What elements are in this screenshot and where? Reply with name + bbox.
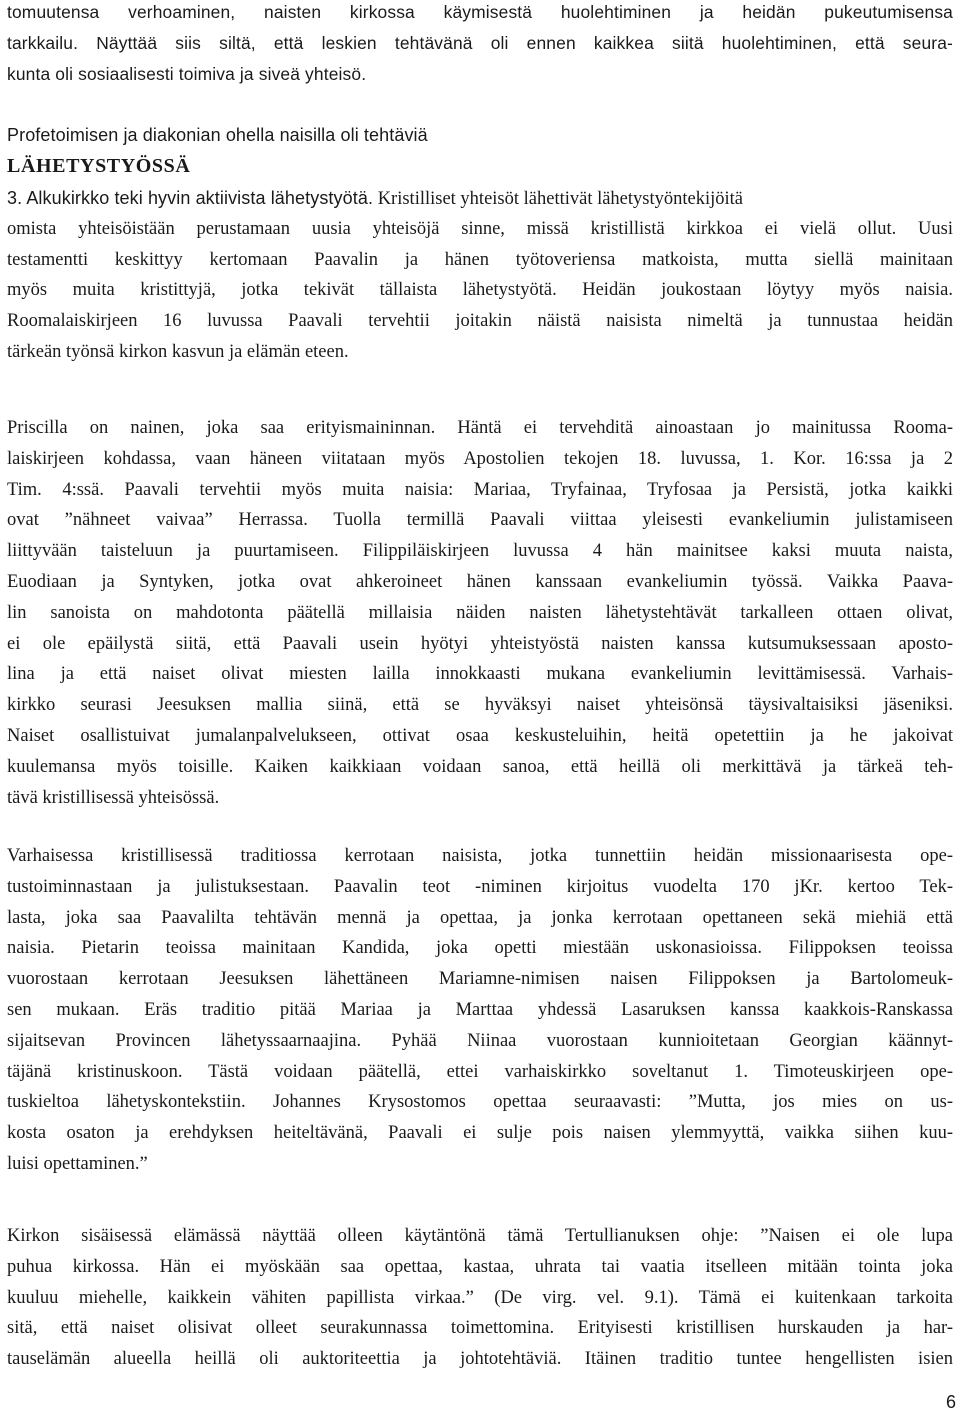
text-line: Tim. 4:ssä. Paavali tervehtii myös muita naisia: Mariaa, Tryfainaa, Tryfosaa ja Persistä, jotka kaikki [7,479,953,500]
section-heading [7,120,953,182]
text-line: kirkko seurasi Jeesuksen mallia siinä, että se hyväksyi naiset yhteisönsä täysivaltaisiksi jäseniksi. [7,695,953,716]
text-line: puhua kirkossa. Hän ei myöskään saa opettaa, kastaa, uhrata tai vaatia itselleen mitään tointa joka [7,1256,953,1277]
section-heading-intro: Profetoimisen ja diakonian ohella naisilla oli tehtäviä [7,125,428,145]
text-line: Priscilla on nainen, joka saa erityismaininnan. Häntä ei tervehditä ainoastaan jo mainitussa Rooma- [7,418,953,438]
text-line: Naiset osallistuivat jumalanpalvelukseen, ottivat osaa keskusteluihin, heitä opetettiin ja he jakoivat [7,725,953,746]
intro-paragraph [7,0,953,89]
paragraph-3 [7,841,953,1180]
text-line: testamentti keskittyy kertomaan Paavalin ja hänen työtoveriensa matkoista, mutta siellä mainitaan [7,249,953,270]
text-line: lasta, joka saa Paavalilta tehtävän mennä ja opettaa, ja jonka kerrotaan opettaneen sekä miehiä että [7,907,953,928]
text-line: vuorostaan kerrotaan Jeesuksen lähettäneen Mariamne-nimisen naisen Filippoksen ja Bartolomeuk- [7,969,953,990]
text-line: naisia. Pietarin teoissa mainitaan Kandida, joka opetti miestään uskonasioissa. Filippoksen teoissa [7,938,953,959]
text-line [7,183,953,214]
paragraph-1-first-line: Kristilliset yhteisöt lähettivät lähetystyöntekijöitä [373,189,743,209]
text-line: lin sanoista on mahdotonta päätellä millaisia näiden naisten lähetystehtävät tarkalleen ottaen olivat, [7,602,953,623]
text-line: liittyvään taisteluun ja puurtamiseen. Filippiläiskirjeen luvussa 4 hän mainitsee kaksi muuta naista, [7,541,953,562]
subheading: 3. Alkukirkko teki hyvin aktiivista lähetystyötä. [7,188,374,208]
text-line: kunta oli sosiaalisesti toimiva ja siveä yhteisö. [7,63,367,84]
text-line: lina ja että naiset olivat miesten lailla innokkaasti mukana evankeliumin levittämisessä. Varhais- [7,664,953,685]
text-line: sen mukaan. Eräs traditio pitää Mariaa ja Marttaa yhdessä Lasaruksen kanssa kaakkois-Ranskassa [7,999,953,1020]
text-line: tarkkailu. Näyttää siis siltä, että leskien tehtävänä oli ennen kaikkea siitä huolehtiminen, että seura- [7,32,953,53]
page-number: 6 [945,1392,956,1412]
text-line: myös muita kristittyjä, jotka tekivät tällaista lähetystyötä. Heidän joukostaan löytyy myös naisia. [7,280,953,301]
text-line: sitä, että naiset olisivat olleet seurakunnassa toimettomina. Erityisesti kristillisen hurskauden ja har- [7,1318,953,1339]
text-line: Roomalaiskirjeen 16 luvussa Paavali tervehtii joitakin näistä naisista nimeltä ja tunnustaa heidän [7,311,953,332]
text-line: luisi opettaminen.” [7,1153,148,1174]
text-line: kuuluu miehelle, kaikkein vähiten papillista virkaa.” (De virg. vel. 9.1). Tämä ei kuitenkaan tarkoita [7,1287,953,1308]
text-line: tärkeän työnsä kirkon kasvun ja elämän eteen. [7,341,349,362]
text-line: Kirkon sisäisessä elämässä näyttää olleen käytäntönä tämä Tertullianuksen ohje: ”Naisen ei ole lupa [7,1226,953,1246]
text-line: tustoiminnastaan ja julistuksestaan. Paavalin teot -niminen kirjoitus vuodelta 170 jKr. kertoo Tek- [7,876,953,897]
text-line: ovat ”nähneet vaivaa” Herrassa. Tuolla termillä Paavali viittaa yleisesti evankeliumin julistamiseen [7,510,953,531]
text-line: kuulemansa myös toisille. Kaiken kaikkiaan voidaan sanoa, että heillä oli merkittävä ja tärkeä teh- [7,756,953,777]
text-line: omista yhteisöistään perustamaan uusia yhteisöjä sinne, missä kristillistä kirkkoa ei vielä ollut. Uusi [7,218,953,239]
text-line: tävä kristillisessä yhteisössä. [7,787,220,808]
text-line: ei ole epäilystä siitä, että Paavali usein hyötyi yhteistyöstä naisten kanssa kutsumuksessaan aposto- [7,633,953,654]
paragraph-2 [7,413,953,813]
text-line: Euodiaan ja Syntyken, jotka ovat ahkeroineet hänen kanssaan evankeliumin työssä. Vaikka Paava- [7,571,953,592]
text-line: laiskirjeen kohdassa, vaan häneen viitataan myös Apostolien tekojen 18. luvussa, 1. Kor. 16:ssa ja 2 [7,448,953,469]
paragraph-1 [7,183,953,368]
text-line: tomuutensa verhoaminen, naisten kirkossa käymisestä huolehtiminen ja heidän pukeutumisensa [7,2,953,22]
text-line: täjänä kristinuskoon. Tästä voidaan päätellä, ettei varhaiskirkko soveltanut 1. Timoteuskirjeen ope- [7,1061,953,1082]
text-line: Varhaisessa kristillisessä traditiossa kerrotaan naisista, jotka tunnettiin heidän missionaarisesta ope- [7,846,953,866]
text-line: tauselämän alueella heillä oli auktoriteettia ja johtotehtäviä. Itäinen traditio tuntee hengellisten isien [7,1349,953,1370]
section-heading-title: LÄHETYSTYÖSSÄ [7,154,191,177]
text-line: sijaitsevan Provincen lähetyssaarnaajina. Pyhää Niinaa vuorostaan kunnioitetaan Georgian käännyt- [7,1030,953,1051]
text-line: kosta osaton ja erehdyksen heiteltävänä, Paavali ei sulje pois naisen ylemmyyttä, vaikka siihen kuu- [7,1123,953,1144]
text-line: tuskieltoa lähetyskontekstiin. Johannes Krysostomos opettaa seuraavasti: ”Mutta, jos mies on us- [7,1092,953,1113]
paragraph-4 [7,1221,953,1375]
